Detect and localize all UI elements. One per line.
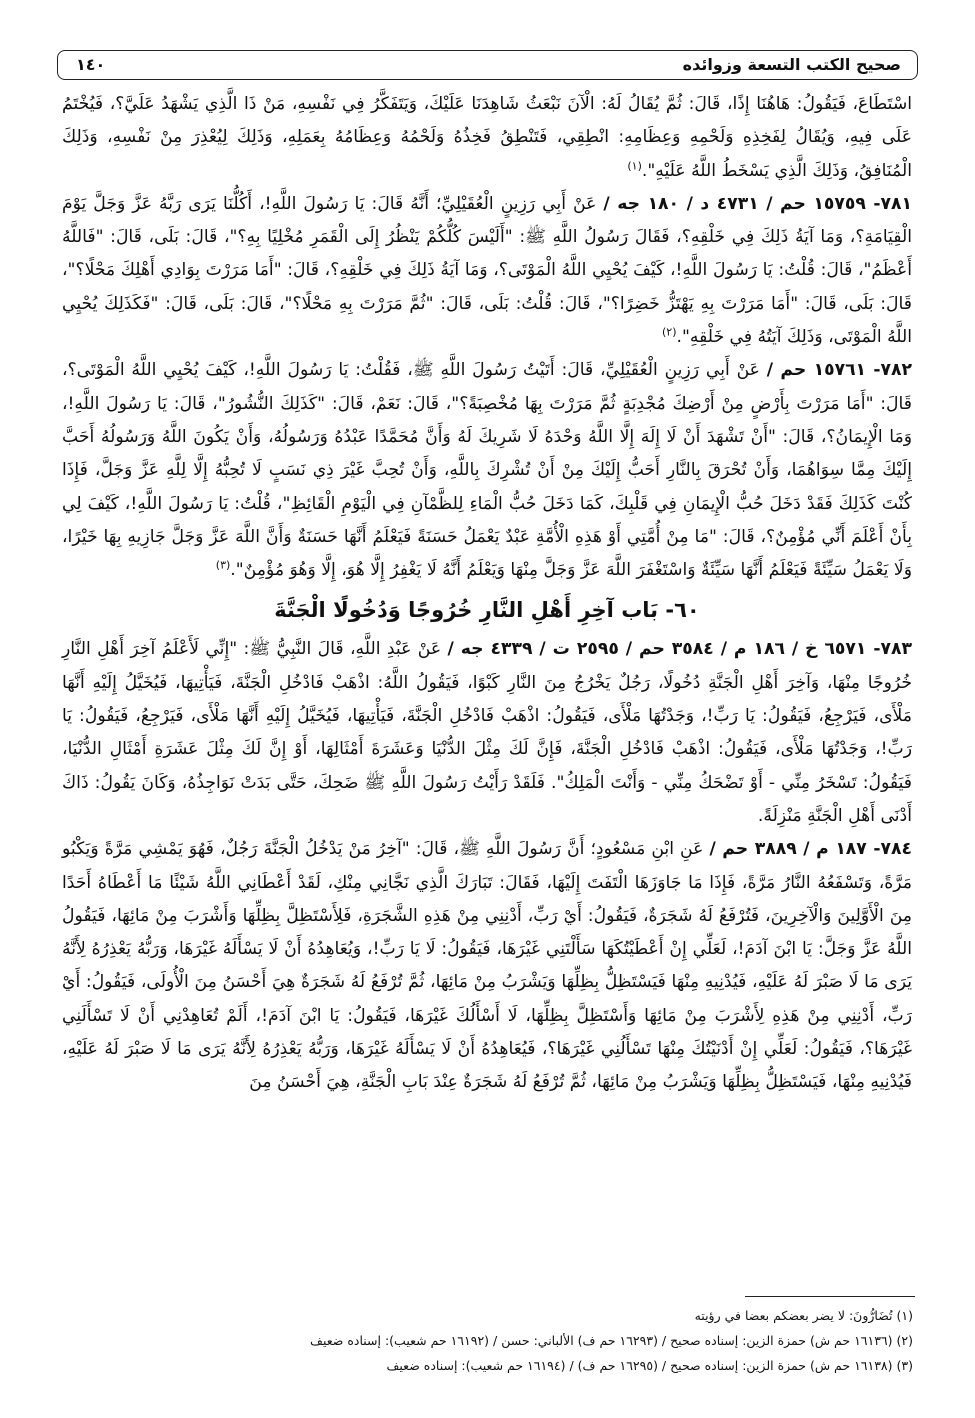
footnote-divider bbox=[745, 1296, 915, 1297]
hadith-paragraph bbox=[62, 188, 912, 354]
page-body bbox=[62, 88, 912, 1100]
footnotes bbox=[63, 1303, 913, 1378]
footnote: (١) تُضَارُّونَ: لا يضر بعضكم بعضا في رؤيته bbox=[694, 1308, 913, 1323]
hadith-text: اسْتَطَاعَ، فَيَقُولُ: هَاهُنَا إِذًا، قَالَ: ثُمَّ يُقَالُ لَهُ: الْآنَ نَبْعَثُ شَاهِدَنَا عَلَيْكَ، وَيَتَفَكَّرُ فِي نَفْسِهِ، مَنْ ذَا الَّذِي يَشْهَدُ عَلَيَّ؟، فَيُخْتَمُ عَلَى فِيهِ، وَيُقَالُ لِفَخِذِهِ وَلَحْمِهِ وَعِظَامِهِ: انْطِقِي، فَتَنْطِقُ فَخِذُهُ وَلَحْمُهُ وَعِظَامُهُ بِعَمَلِهِ، وَذَلِكَ لِيُعْذِرَ مِنْ نَفْسِهِ، وَذَلِكَ الْمُنَافِقُ، وَذَلِكَ الَّذِي يَسْخَطُ اللَّهُ عَلَيْهِ". bbox=[62, 94, 912, 181]
footnote: (٣) (١٦١٣٨ حم ش) حمزة الزين: إسناده صحيح / (١٦٢٩٥ حم ف) / (١٦١٩٤ حم شعيب): إسناده ضعيف bbox=[386, 1358, 913, 1373]
footnote-marker: (١) bbox=[627, 158, 642, 172]
footnote: (٢) (١٦١٣٦ حم ش) حمزة الزين: إسناده صحيح / (١٦٢٩٣ حم ف) الألباني: حسن / (١٦١٩٢ حم شعيب): إسناده ضعيف bbox=[310, 1333, 913, 1348]
hadith-text: عَنْ أَبِي رَزِينٍ الْعُقَيْلِيِّ؛ أَنَّهُ قَالَ: يَا رَسُولَ اللَّهِ!، أَكُلُّنَا يَرَى رَبَّهُ عَزَّ وَجَلَّ يَوْمَ الْقِيَامَةِ؟، وَمَا آيَةُ ذَلِكَ فِي خَلْقِهِ؟، فَقَالَ رَسُولُ اللَّهِ ﷺ: "أَلَيْسَ كُلُّكُمْ يَنْظُرُ إِلَى الْقَمَرِ مُخْلِيًا بِهِ؟"، قَالَ: بَلَى، قَالَ: "فَاللَّهُ أَعْظَمُ"، قَالَ: قُلْتُ: يَا رَسُولَ اللَّهِ!، كَيْفَ يُحْيِي اللَّهُ الْمَوْتَى؟، وَمَا آيَةُ ذَلِكَ فِي خَلْقِهِ؟، قَالَ: "أَمَا مَرَرْتَ بِوَادِي أَهْلِكَ مَحْلًا؟"، قَالَ: بَلَى، قَالَ: "أَمَا مَرَرْتَ بِهِ يَهْتَزُّ خَضِرًا؟"، قَالَ: قُلْتُ: بَلَى، قَالَ: "ثُمَّ مَرَرْتَ بِهِ مَحْلًا؟"، قَالَ: بَلَى، قَالَ: "فَكَذَلِكَ يُحْيِي اللَّهُ الْمَوْتَى، وَذَلِكَ آيَتُهُ فِي خَلْقِهِ". bbox=[62, 193, 912, 348]
chapter-heading: ٦٠- بَاب آخِرِ أَهْلِ النَّارِ خُرُوجًا وَدُخُولًا الْجَنَّةَ bbox=[274, 598, 700, 623]
hadith-reference: ٧٨٣- ٦٥٧١ خ / ١٨٦ م / ٣٥٨٤ حم / ٢٥٩٥ ت / ٤٣٣٩ جه / bbox=[447, 639, 912, 660]
hadith-paragraph bbox=[62, 633, 912, 833]
footnote-marker: (٣) bbox=[215, 558, 231, 572]
page-header bbox=[57, 50, 918, 80]
hadith-paragraph bbox=[62, 833, 912, 1099]
hadith-reference: ٧٨٤- ١٨٧ م / ٣٨٨٩ حم / bbox=[709, 839, 912, 860]
hadith-paragraph bbox=[62, 88, 912, 188]
hadith-text: عَنْ أَبِي رَزِينٍ الْعُقَيْلِيِّ، قَالَ: أَتَيْتُ رَسُولَ اللَّهِ ﷺ، فَقُلْتُ: يَا رَسُولَ اللَّهِ!، كَيْفَ يُحْيِي اللَّهُ الْمَوْتَى؟، قَالَ: "أَمَا مَرَرْتَ بِأَرْضٍ مِنْ أَرْضِكَ مُجْدِبَةٍ ثُمَّ مَرَرْتَ بِهَا مُخْصِبَةً؟"، قَالَ: نَعَمْ، قَالَ: "كَذَلِكَ النُّشُورُ"، قَالَ: يَا رَسُولَ اللَّهِ!، وَمَا الْإِيمَانُ؟، قَالَ: "أَنْ تَشْهَدَ أَنْ لَا إِلَهَ إِلَّا اللَّهُ وَحْدَهُ لَا شَرِيكَ لَهُ وَأَنَّ مُحَمَّدًا عَبْدُهُ وَرَسُولُهُ، وَأَنْ يَكُونَ اللَّهُ وَرَسُولُهُ أَحَبَّ إِلَيْكَ مِمَّا سِوَاهُمَا، وَأَنْ تُحْرَقَ بِالنَّارِ أَحَبُّ إِلَيْكَ مِنْ أَنْ تُشْرِكَ بِاللَّهِ، وَأَنْ تُحِبَّ غَيْرَ ذِي نَسَبٍ لَا تُحِبُّهُ إِلَّا لِلَّهِ عَزَّ وَجَلَّ، فَإِذَا كُنْتَ كَذَلِكَ فَقَدْ دَخَلَ حُبُّ الْإِيمَانِ فِي قَلْبِكَ، كَمَا دَخَلَ حُبُّ الْمَاءِ لِلظَّمْآنِ فِي الْيَوْمِ الْقَائِظِ"، قُلْتُ: يَا رَسُولَ اللَّهِ!، كَيْفَ لِي بِأَنْ أَعْلَمَ أَنِّي مُؤْمِنٌ؟، قَالَ: "مَا مِنْ أُمَّتِي أَوْ هَذِهِ الْأُمَّةِ عَبْدٌ يَعْمَلُ حَسَنَةً فَيَعْلَمُ أَنَّهَا حَسَنَةٌ وَأَنَّ اللَّهَ عَزَّ وَجَلَّ جَازِيهِ بِهَا خَيْرًا، وَلَا يَعْمَلُ سَيِّئَةً فَيَعْلَمُ أَنَّهَا سَيِّئَةٌ وَاسْتَغْفَرَ اللَّهَ عَزَّ وَجَلَّ مِنْهَا وَيَعْلَمُ أَنَّهُ لَا يَغْفِرُ إِلَّا هُوَ، إِلَّا وَهُوَ مُؤْمِنٌ". bbox=[62, 360, 912, 581]
footnote-marker: (٢) bbox=[661, 325, 677, 339]
hadith-text: عَنْ عَبْدِ اللَّهِ، قَالَ النَّبِيُّ ﷺ: "إِنِّي لَأَعْلَمُ آخِرَ أَهْلِ النَّارِ خُرُوجًا مِنْهَا، وَآخِرَ أَهْلِ الْجَنَّةِ دُخُولًا، رَجُلٌ يَخْرُجُ مِنَ النَّارِ كَبْوًا، فَيَقُولُ اللَّهُ: اذْهَبْ فَادْخُلِ الْجَنَّةَ، فَيَأْتِيهَا، فَيُخَيَّلُ إِلَيْهِ أَنَّهَا مَلْأَى، فَيَرْجِعُ، فَيَقُولُ: يَا رَبِّ!، وَجَدْتُهَا مَلْأَى، فَيَقُولُ: اذْهَبْ فَادْخُلِ الْجَنَّةَ، فَيَأْتِيهَا، فَيُخَيَّلُ إِلَيْهِ أَنَّهَا مَلْأَى، فَيَرْجِعُ، فَيَقُولُ: يَا رَبِّ!، وَجَدْتُهَا مَلْأَى، فَيَقُولُ: اذْهَبْ فَادْخُلِ الْجَنَّةَ، فَإِنَّ لَكَ مِثْلَ الدُّنْيَا وَعَشَرَةَ أَمْثَالِهَا، أَوْ إِنَّ لَكَ مِثْلَ عَشَرَةِ أَمْثَالِ الدُّنْيَا، فَيَقُولُ: تَسْخَرُ مِنِّي - أَوْ تَضْحَكُ مِنِّي - وَأَنْتَ الْمَلِكُ". فَلَقَدْ رَأَيْتُ رَسُولَ اللَّهِ ﷺ ضَحِكَ، حَتَّى بَدَتْ نَوَاجِذُهُ، وَكَانَ يَقُولُ: ذَاكَ أَدْنَى أَهْلِ الْجَنَّةِ مَنْزِلَةً. bbox=[62, 639, 912, 826]
page-number: ١٤٠ bbox=[76, 55, 106, 74]
book-title: صحيح الكتب التسعة وزوائده bbox=[682, 55, 901, 74]
hadith-reference: ٧٨٢- ١٥٧٦١ حم / bbox=[766, 360, 913, 381]
hadith-paragraph bbox=[62, 354, 912, 587]
hadith-reference: ٧٨١- ١٥٧٥٩ حم / ٤٧٣١ د / ١٨٠ جه / bbox=[603, 193, 912, 214]
hadith-text: عَنِ ابْنِ مَسْعُودٍ؛ أَنَّ رَسُولَ اللَّهِ ﷺ، قَالَ: "آخِرُ مَنْ يَدْخُلُ الْجَنَّةَ رَجُلٌ، فَهُوَ يَمْشِي مَرَّةً وَيَكْبُو مَرَّةً، وَتَسْفَعُهُ النَّارُ مَرَّةً، فَإِذَا مَا جَاوَزَهَا الْتَفَتَ إِلَيْهَا، فَقَالَ: تَبَارَكَ الَّذِي نَجَّانِي مِنْكِ، لَقَدْ أَعْطَانِي اللَّهُ شَيْئًا مَا أَعْطَاهُ أَحَدًا مِنَ الْأَوَّلِينَ وَالْآخِرِينَ، فَتُرْفَعُ لَهُ شَجَرَةٌ، فَيَقُولُ: أَيْ رَبِّ، أَدْنِنِي مِنْ هَذِهِ الشَّجَرَةِ، فَلِأَسْتَظِلَّ بِظِلِّهَا وَأَشْرَبَ مِنْ مَائِهَا، فَيَقُولُ اللَّهُ عَزَّ وَجَلَّ: يَا ابْنَ آدَمَ!، لَعَلِّي إِنْ أَعْطَيْتُكَهَا سَأَلْتَنِي غَيْرَهَا، فَيَقُولُ: لَا يَا رَبِّ!، وَيُعَاهِدُهُ أَنْ لَا يَسْأَلَهُ غَيْرَهَا، وَرَبُّهُ يَعْذِرُهُ لِأَنَّهُ يَرَى مَا لَا صَبْرَ لَهُ عَلَيْهِ، فَيُدْنِيهِ مِنْهَا فَيَسْتَظِلُّ بِظِلِّهَا وَيَشْرَبُ مِنْ مَائِهَا، ثُمَّ تُرْفَعُ لَهُ شَجَرَةٌ هِيَ أَحْسَنُ مِنَ الْأُولَى، فَيَقُولُ: أَيْ رَبِّ، أَدْنِنِي مِنْ هَذِهِ لِأَشْرَبَ مِنْ مَائِهَا وَأَسْتَظِلَّ بِظِلِّهَا، لَا أَسْأَلُكَ غَيْرَهَا، فَيَقُولُ: يَا ابْنَ آدَمَ!، أَلَمْ تُعَاهِدْنِي أَنْ لَا تَسْأَلَنِي غَيْرَهَا؟، فَيَقُولُ: لَعَلِّي إِنْ أَدْنَيْتُكَ مِنْهَا تَسْأَلُنِي غَيْرَهَا؟، فَيُعَاهِدُهُ أَنْ لَا يَسْأَلَهُ غَيْرَهَا، وَرَبُّهُ يَعْذِرُهُ لِأَنَّهُ يَرَى مَا لَا صَبْرَ لَهُ عَلَيْهِ، فَيُدْنِيهِ مِنْهَا، فَيَسْتَظِلُّ بِظِلِّهَا وَيَشْرَبُ مِنْ مَائِهَا، ثُمَّ تُرْفَعُ لَهُ شَجَرَةٌ عِنْدَ بَابِ الْجَنَّةِ، هِيَ أَحْسَنُ مِنَ bbox=[62, 839, 912, 1093]
